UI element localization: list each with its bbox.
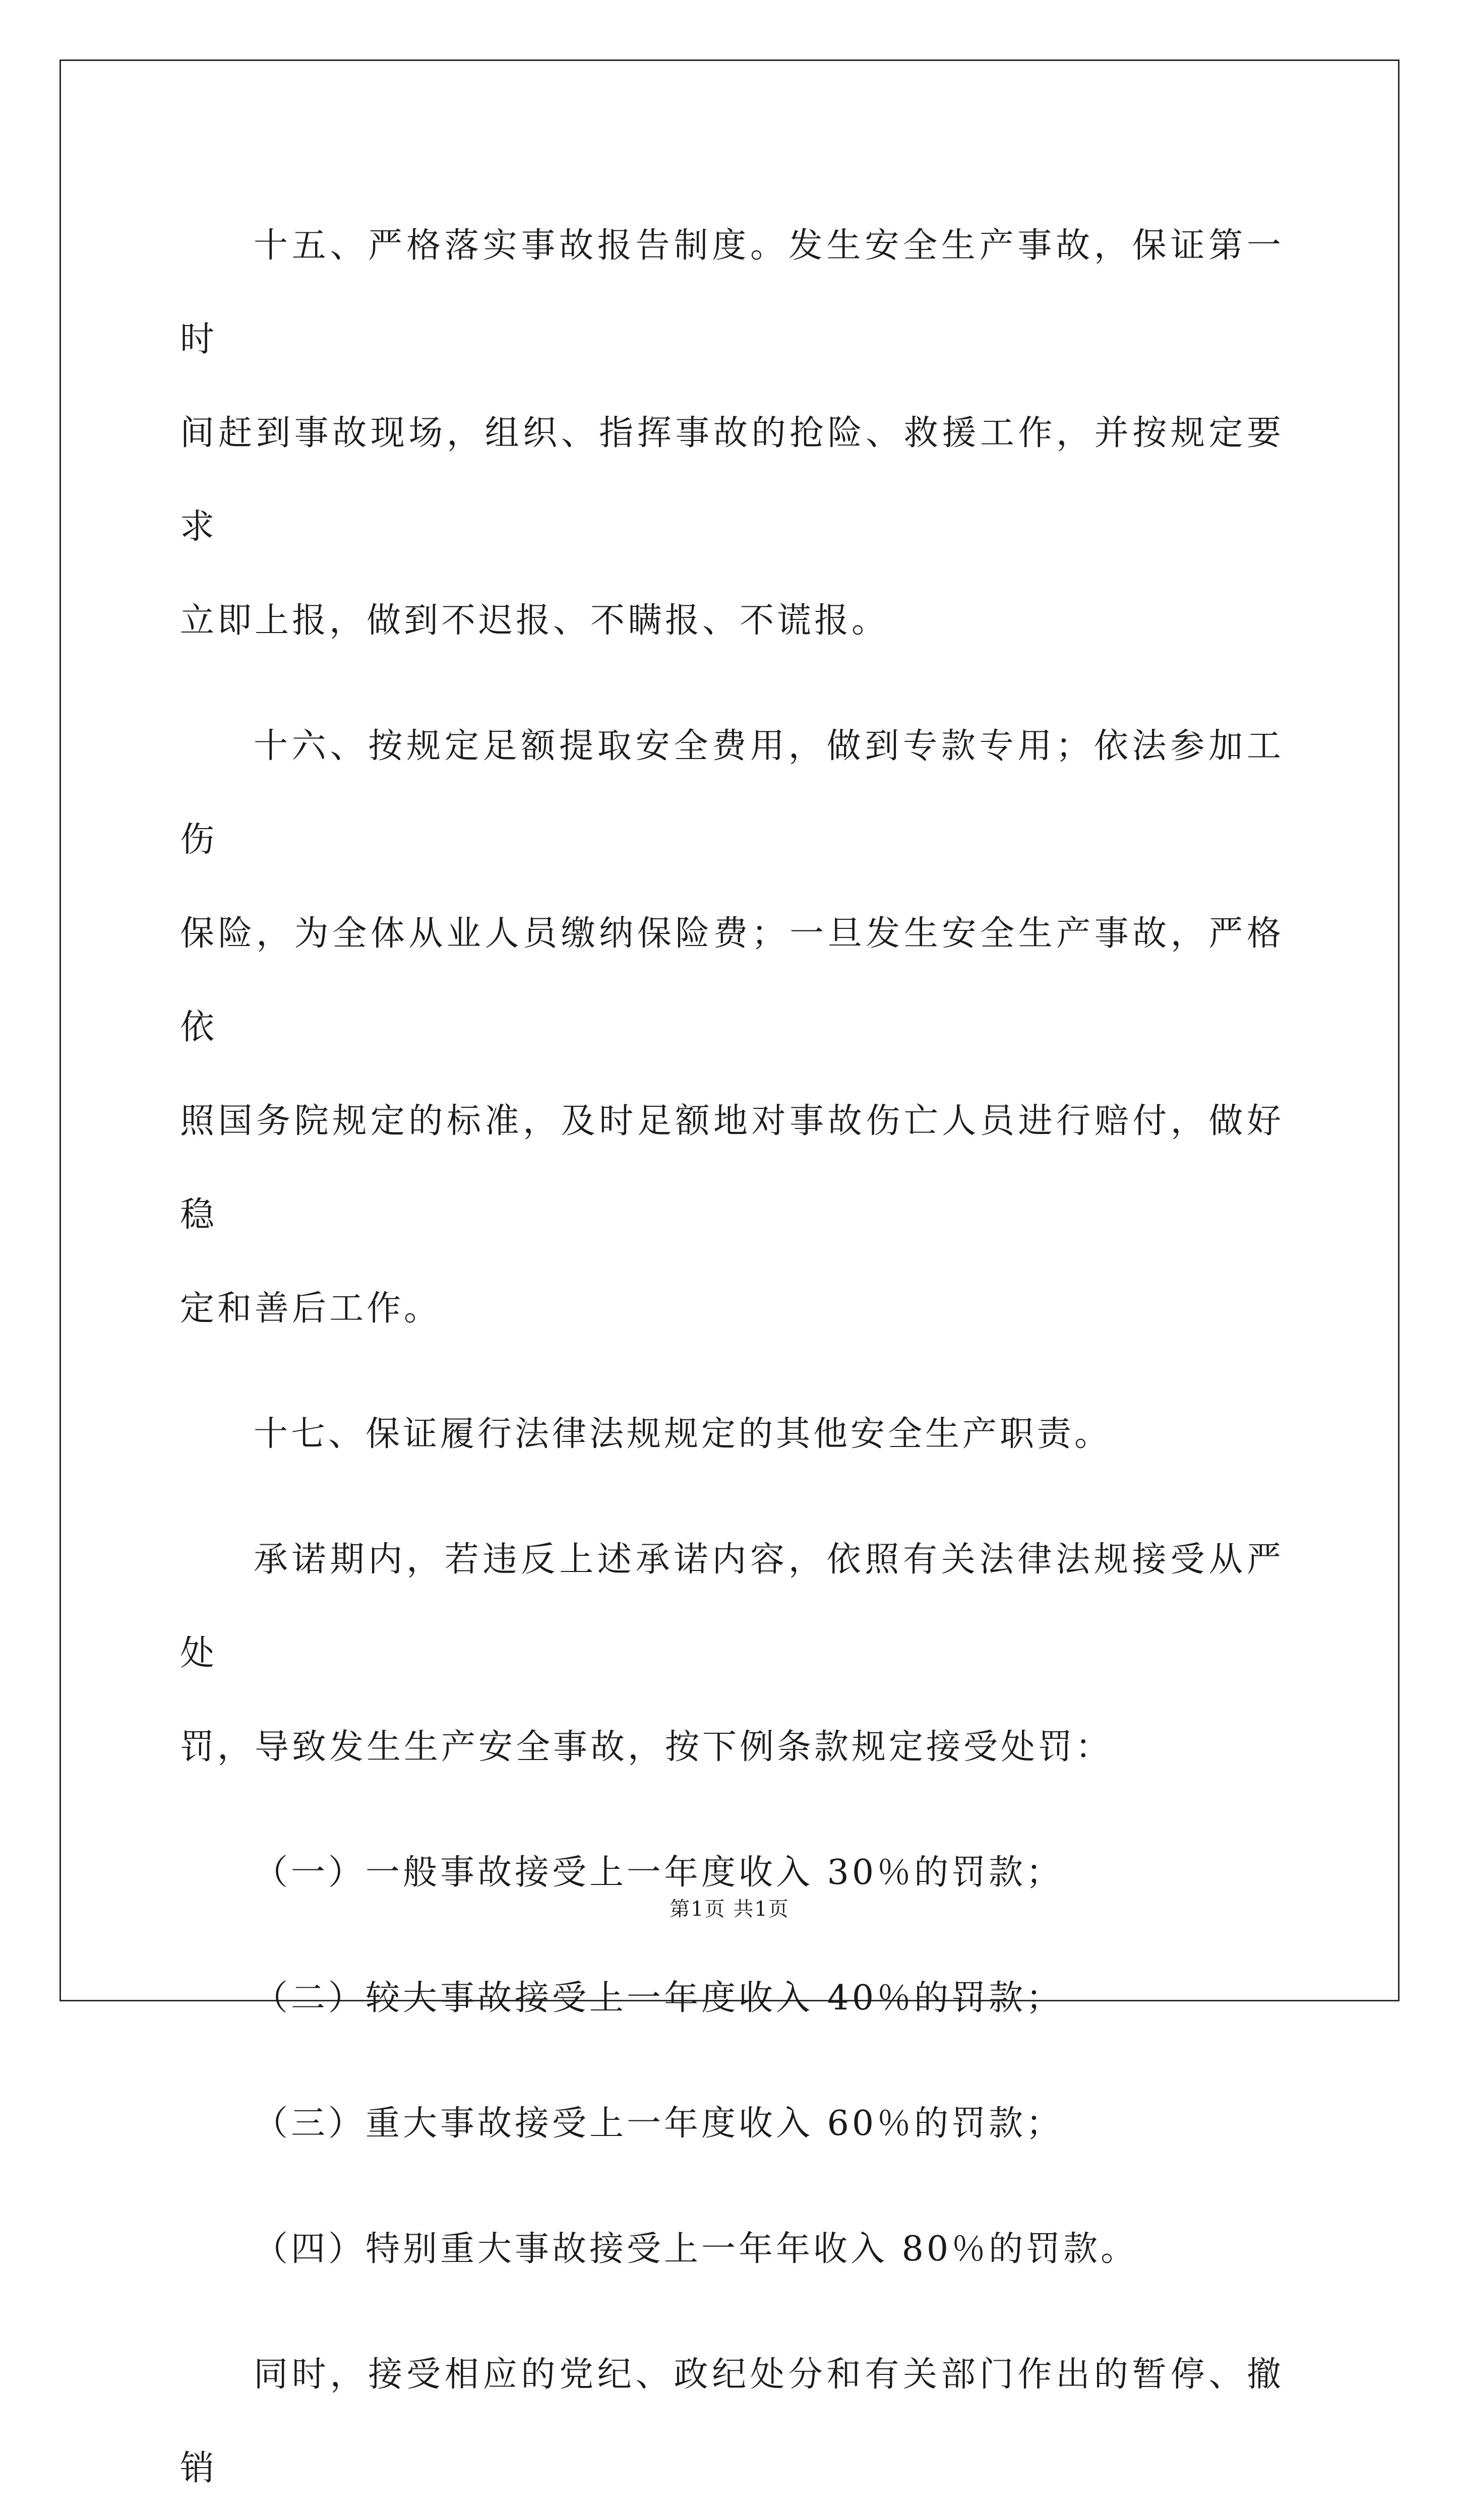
text-line: 照国务院规定的标准，及时足额地对事故伤亡人员进行赔付，做好稳 <box>180 1101 1284 1235</box>
text-line: 十五、严格落实事故报告制度。发生安全生产事故，保证第一时 <box>180 226 1284 359</box>
text-line: （四）特别重大事故接受上一年年收入 80％的罚款。 <box>254 2229 1138 2269</box>
text-line: 保险，为全体从业人员缴纳保险费；一旦发生安全生产事故，严格依 <box>180 914 1284 1047</box>
paragraph-17 <box>180 1388 1284 1481</box>
page-footer: 第1页 共1页 <box>670 1898 789 1921</box>
text-line: （三）重大事故接受上一年度收入 60％的罚款； <box>254 2104 1064 2144</box>
penalty-item-3 <box>180 2077 1284 2171</box>
penalty-item-4 <box>180 2202 1284 2296</box>
text-line: 承诺期内，若违反上述承诺内容，依照有关法律法规接受从严处 <box>180 1540 1284 1673</box>
text-line: 同时，接受相应的党纪、政纪处分和有关部门作出的暂停、撤销 <box>180 2355 1284 2488</box>
text-line: 立即上报，做到不迟报、不瞒报、不谎报。 <box>180 601 889 641</box>
text-line <box>180 2515 1284 2520</box>
paragraph-commitment <box>180 1513 1284 1794</box>
text-line: （一）一般事故接受上一年度收入 30％的罚款； <box>254 1853 1064 1893</box>
text-line: （二）较大事故接受上一年度收入 40％的罚款； <box>254 1978 1064 2018</box>
text-line: 定和善后工作。 <box>180 1289 442 1329</box>
paragraph-additional-sanctions <box>180 2328 1284 2520</box>
paragraph-15 <box>180 199 1284 668</box>
paragraph-16 <box>180 700 1284 1356</box>
document-body <box>180 199 1284 2520</box>
text-line: 十七、保证履行法律法规规定的其他安全生产职责。 <box>254 1414 1112 1454</box>
text-line: 罚，导致发生生产安全事故，按下例条款规定接受处罚： <box>180 1727 1113 1767</box>
penalty-item-2 <box>180 1951 1284 2045</box>
text-line: 十六、按规定足额提取安全费用，做到专款专用；依法参加工伤 <box>180 726 1284 860</box>
text-line: 间赶到事故现场，组织、指挥事故的抢险、救援工作，并按规定要求 <box>180 413 1284 547</box>
